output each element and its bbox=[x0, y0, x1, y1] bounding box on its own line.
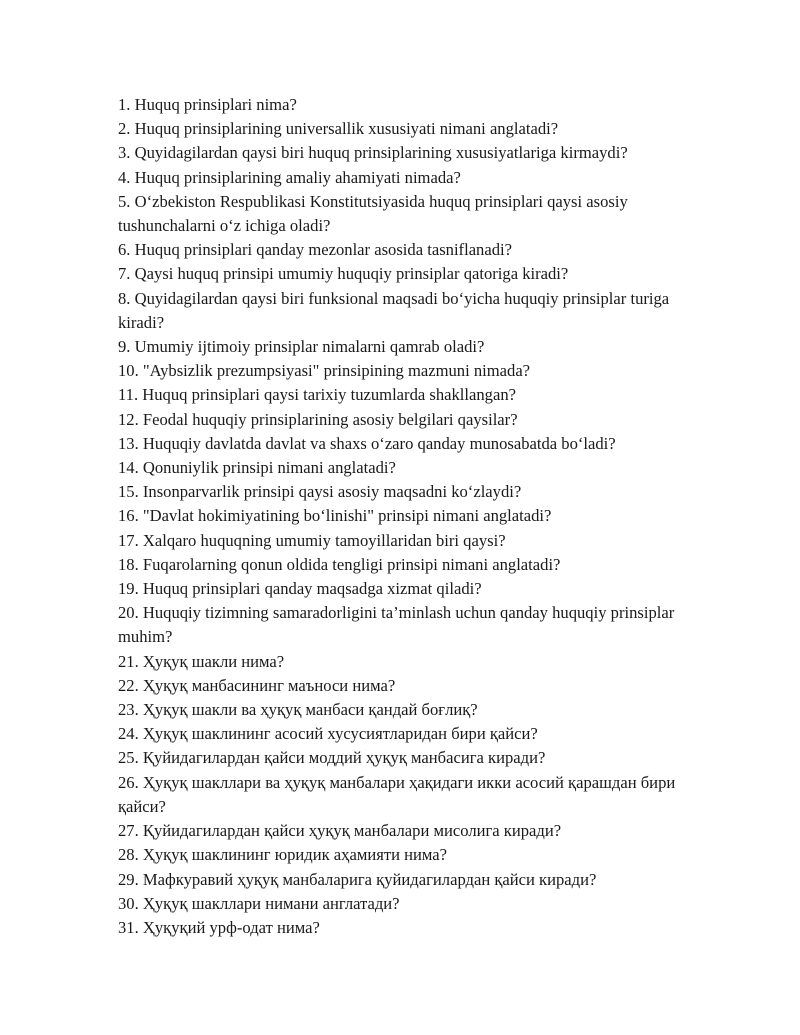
question-item: 23. Ҳуқуқ шакли ва ҳуқуқ манбаси қандай боғлиқ? bbox=[118, 700, 478, 720]
question-item: 10. "Aybsizlik prezumpsiyasi" prinsipining mazmuni nimada? bbox=[118, 361, 531, 381]
question-item: 17. Xalqaro huquqning umumiy tamoyillaridan biri qaysi? bbox=[118, 530, 506, 550]
question-item: 24. Ҳуқуқ шаклининг асосий хусусиятларидан бири қайси? bbox=[118, 724, 538, 744]
question-item: 26. Ҳуқуқ шакллари ва ҳуқуқ манбалари ҳақидаги икки асосий қарашдан бири қайси? bbox=[118, 772, 676, 816]
question-item: 30. Ҳуқуқ шакллари нимани англатади? bbox=[118, 893, 400, 913]
question-item: 7. Qaysi huquq prinsipi umumiy huquqiy prinsiplar qatoriga kiradi? bbox=[118, 264, 569, 284]
question-item: 16. "Davlat hokimiyatining bo‘linishi" prinsipi nimani anglatadi? bbox=[118, 506, 552, 526]
question-item: 20. Huquqiy tizimning samaradorligini ta’minlash uchun qanday huquqiy prinsiplar muhim? bbox=[118, 603, 675, 647]
question-item: 14. Qonuniylik prinsipi nimani anglatadi? bbox=[118, 458, 396, 478]
question-item: 19. Huquq prinsiplari qanday maqsadga xizmat qiladi? bbox=[118, 579, 482, 599]
question-item: 31. Ҳуқуқий урф-одат нима? bbox=[118, 917, 320, 937]
question-item: 6. Huquq prinsiplari qanday mezonlar asosida tasniflanadi? bbox=[118, 240, 512, 260]
question-item: 25. Қуйидагилардан қайси моддий ҳуқуқ манбасига киради? bbox=[118, 748, 546, 768]
question-list bbox=[118, 93, 688, 940]
question-item: 3. Quyidagilardan qaysi biri huquq prinsiplarining xususiyatlariga kirmaydi? bbox=[118, 143, 628, 163]
question-item: 15. Insonparvarlik prinsipi qaysi asosiy maqsadni ko‘zlaydi? bbox=[118, 482, 522, 502]
question-item: 29. Мафкуравий ҳуқуқ манбаларига қуйидагилардан қайси киради? bbox=[118, 869, 597, 889]
question-item: 27. Қуйидагилардан қайси ҳуқуқ манбалари мисолига киради? bbox=[118, 821, 562, 841]
question-item: 28. Ҳуқуқ шаклининг юридик аҳамияти нима? bbox=[118, 845, 448, 865]
question-item: 2. Huquq prinsiplarining universallik xususiyati nimani anglatadi? bbox=[118, 119, 559, 139]
question-item: 21. Ҳуқуқ шакли нима? bbox=[118, 651, 285, 671]
question-item: 18. Fuqarolarning qonun oldida tengligi prinsipi nimani anglatadi? bbox=[118, 554, 561, 574]
question-item: 1. Huquq prinsiplari nima? bbox=[118, 95, 297, 114]
question-item: 5. O‘zbekiston Respublikasi Konstitutsiyasida huquq prinsiplari qaysi asosiy tushunchalarni o‘z ichiga oladi? bbox=[118, 191, 628, 236]
question-item: 4. Huquq prinsiplarining amaliy ahamiyati nimada? bbox=[118, 167, 461, 187]
question-item: 9. Umumiy ijtimoiy prinsiplar nimalarni qamrab oladi? bbox=[118, 337, 485, 357]
question-item: 13. Huquqiy davlatda davlat va shaxs o‘zaro qanday munosabatda bo‘ladi? bbox=[118, 433, 616, 453]
question-item: 12. Feodal huquqiy prinsiplarining asosiy belgilari qaysilar? bbox=[118, 409, 518, 429]
question-item: 11. Huquq prinsiplari qaysi tarixiy tuzumlarda shakllangan? bbox=[118, 385, 516, 405]
question-item: 22. Ҳуқуқ манбасининг маъноси нима? bbox=[118, 675, 396, 695]
question-item: 8. Quyidagilardan qaysi biri funksional maqsadi bo‘yicha huquqiy prinsiplar turiga kiradi? bbox=[118, 288, 670, 332]
